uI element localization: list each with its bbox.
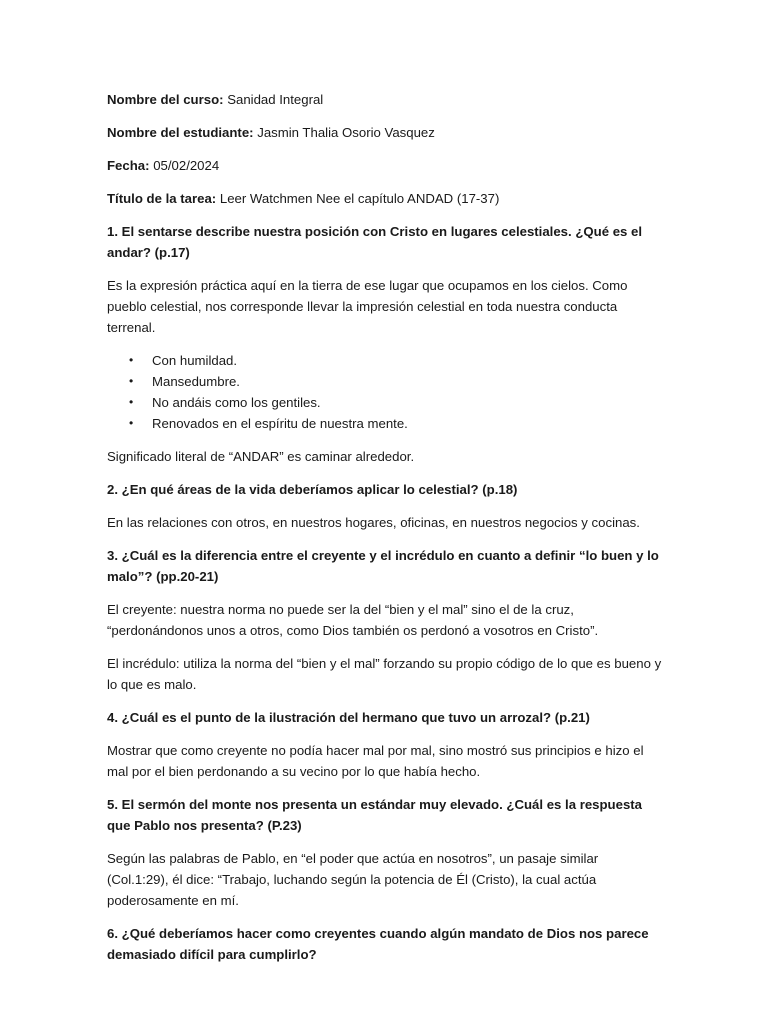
note-1: Significado literal de “ANDAR” es caminar alrededor. — [107, 449, 415, 464]
document-page — [107, 89, 663, 977]
date-value: 05/02/2024 — [153, 158, 220, 173]
bullet-marker: • — [129, 353, 134, 367]
answer-3-unbeliever: El incrédulo: utiliza la norma del “bien y el mal” forzando su propio código de lo que es bueno y lo que es malo. — [107, 656, 662, 692]
answer-4: Mostrar que como creyente no podía hacer mal por mal, sino mostró sus principios e hizo el mal por el bien perdonando a su vecino por lo que había hecho. — [107, 743, 644, 779]
question-5: 5. El sermón del monte nos presenta un estándar muy elevado. ¿Cuál es la respuesta que Pablo nos presenta? (P.23) — [107, 797, 643, 833]
task-line — [107, 188, 663, 209]
date-label: Fecha: — [107, 158, 150, 173]
date-line — [107, 155, 663, 176]
list-item-text: Con humildad. — [152, 353, 238, 368]
list-item — [107, 350, 663, 371]
list-item — [107, 392, 663, 413]
course-value: Sanidad Integral — [227, 92, 324, 107]
list-item — [107, 413, 663, 434]
bullet-marker: • — [129, 416, 134, 430]
course-label: Nombre del curso: — [107, 92, 224, 107]
question-3: 3. ¿Cuál es la diferencia entre el creyente y el incrédulo en cuanto a definir “lo buen y lo malo”? (pp.20-21) — [107, 548, 659, 584]
question-6: 6. ¿Qué deberíamos hacer como creyentes cuando algún mandato de Dios nos parece demasiado difícil para cumplirlo? — [107, 926, 649, 962]
student-label: Nombre del estudiante: — [107, 125, 254, 140]
question-1: 1. El sentarse describe nuestra posición con Cristo en lugares celestiales. ¿Qué es el andar? (p.17) — [107, 224, 643, 260]
question-4: 4. ¿Cuál es el punto de la ilustración del hermano que tuvo un arrozal? (p.21) — [107, 710, 590, 725]
answer-1: Es la expresión práctica aquí en la tierra de ese lugar que ocupamos en los cielos. Como pueblo celestial, nos corresponde llevar la impresión celestial en toda nuestra conducta terrenal. — [107, 278, 628, 335]
course-line — [107, 89, 663, 110]
list-item-text: Mansedumbre. — [152, 374, 240, 389]
answer-3-believer: El creyente: nuestra norma no puede ser la del “bien y el mal” sino el de la cruz, “perdonándonos unos a otros, como Dios también os perdonó a vosotros en Cristo”. — [107, 602, 599, 638]
list-item — [107, 371, 663, 392]
answer-5: Según las palabras de Pablo, en “el poder que actúa en nosotros”, un pasaje similar (Col.1:29), él dice: “Trabajo, luchando según la potencia de Él (Cristo), la cual actúa poderosamente en mí. — [107, 851, 599, 908]
task-value: Leer Watchmen Nee el capítulo ANDAD (17-37) — [219, 191, 500, 206]
list-item-text: Renovados en el espíritu de nuestra mente. — [152, 416, 408, 431]
list-item-text: No andáis como los gentiles. — [152, 395, 321, 410]
bullet-marker: • — [129, 395, 134, 409]
question-2: 2. ¿En qué áreas de la vida deberíamos aplicar lo celestial? (p.18) — [107, 482, 518, 497]
student-line — [107, 122, 663, 143]
answer-2: En las relaciones con otros, en nuestros hogares, oficinas, en nuestros negocios y cocinas. — [107, 515, 640, 530]
bullet-marker: • — [129, 374, 134, 388]
task-label: Título de la tarea: — [107, 191, 217, 206]
student-value: Jasmin Thalia Osorio Vasquez — [257, 125, 435, 140]
bullet-list — [107, 350, 663, 434]
